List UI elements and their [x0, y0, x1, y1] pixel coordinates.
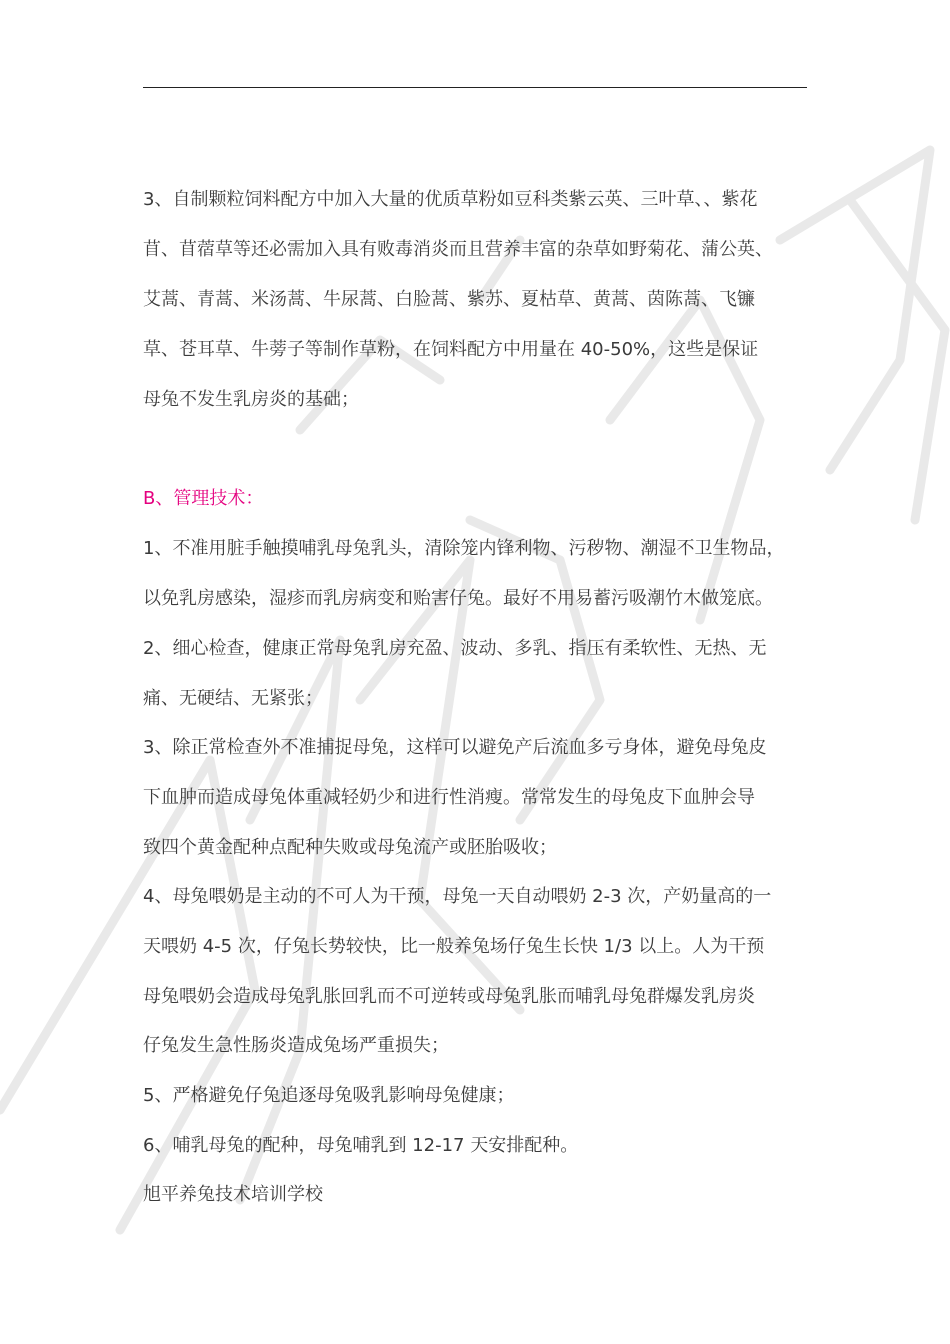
paragraph-line: 6、哺乳母兔的配种，母兔哺乳到 12-17 天安排配种。	[143, 1135, 579, 1156]
paragraph-line: 草、苍耳草、牛蒡子等制作草粉，在饲料配方中用量在 40-50%，这些是保证	[143, 339, 759, 360]
paragraph-line: 苜、苜蓿草等还必需加入具有败毒消炎而且营养丰富的杂草如野菊花、蒲公英、	[143, 239, 773, 260]
paragraph-line: 致四个黄金配种点配种失败或母兔流产或胚胎吸收；	[143, 837, 557, 858]
header-rule	[143, 87, 807, 88]
paragraph-line: 3、自制颗粒饲料配方中加入大量的优质草粉如豆科类紫云英、三叶草、、紫花	[143, 189, 758, 210]
paragraph-line: 母兔喂奶会造成母兔乳胀回乳而不可逆转或母兔乳胀而哺乳母兔群爆发乳房炎	[143, 986, 755, 1007]
paragraph-line: 仔兔发生急性肠炎造成兔场严重损失；	[143, 1035, 449, 1056]
footer-school-name: 旭平养兔技术培训学校	[143, 1184, 323, 1205]
paragraph-line: 5、严格避免仔兔追逐母兔吸乳影响母兔健康；	[143, 1085, 515, 1106]
paragraph-line: 痛、无硬结、无紧张；	[143, 688, 323, 709]
section-b-heading: B、管理技术：	[143, 488, 264, 509]
paragraph-line: 艾蒿、青蒿、米汤蒿、牛尿蒿、白脸蒿、紫苏、夏枯草、黄蒿、茵陈蒿、飞镰	[143, 289, 755, 310]
paragraph-line: 2、细心检查，健康正常母兔乳房充盈、波动、多乳、指压有柔软性、无热、无	[143, 638, 767, 659]
paragraph-line: 1、不准用脏手触摸哺乳母兔乳头，清除笼内锋利物、污秽物、潮湿不卫生物品，	[143, 538, 785, 559]
paragraph-line: 母兔不发生乳房炎的基础；	[143, 389, 359, 410]
paragraph-line: 下血肿而造成母兔体重减轻奶少和进行性消瘦。常常发生的母兔皮下血肿会导	[143, 787, 755, 808]
paragraph-line: 天喂奶 4-5 次，仔兔长势较快，比一般养兔场仔兔生长快 1/3 以上。人为干预	[143, 936, 765, 957]
paragraph-line: 4、母兔喂奶是主动的不可人为干预，母兔一天自动喂奶 2-3 次，产奶量高的一	[143, 886, 772, 907]
paragraph-line: 3、除正常检查外不准捕捉母兔，这样可以避免产后流血多亏身体，避免母兔皮	[143, 737, 767, 758]
paragraph-line: 以免乳房感染，湿疹而乳房病变和贻害仔兔。最好不用易蓄污吸潮竹木做笼底。	[143, 588, 773, 609]
